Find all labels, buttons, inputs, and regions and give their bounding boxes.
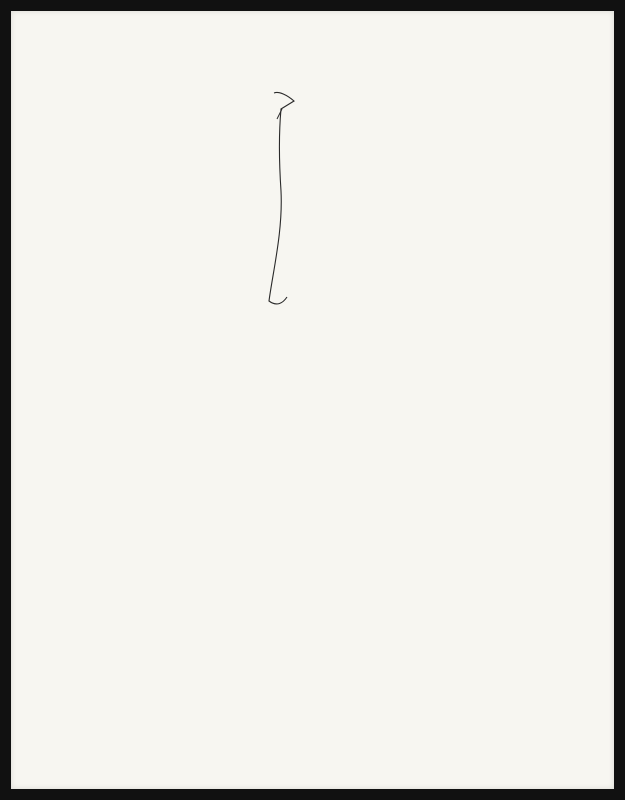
handwritten-bracket-mark <box>11 11 614 789</box>
document-page <box>11 11 614 789</box>
